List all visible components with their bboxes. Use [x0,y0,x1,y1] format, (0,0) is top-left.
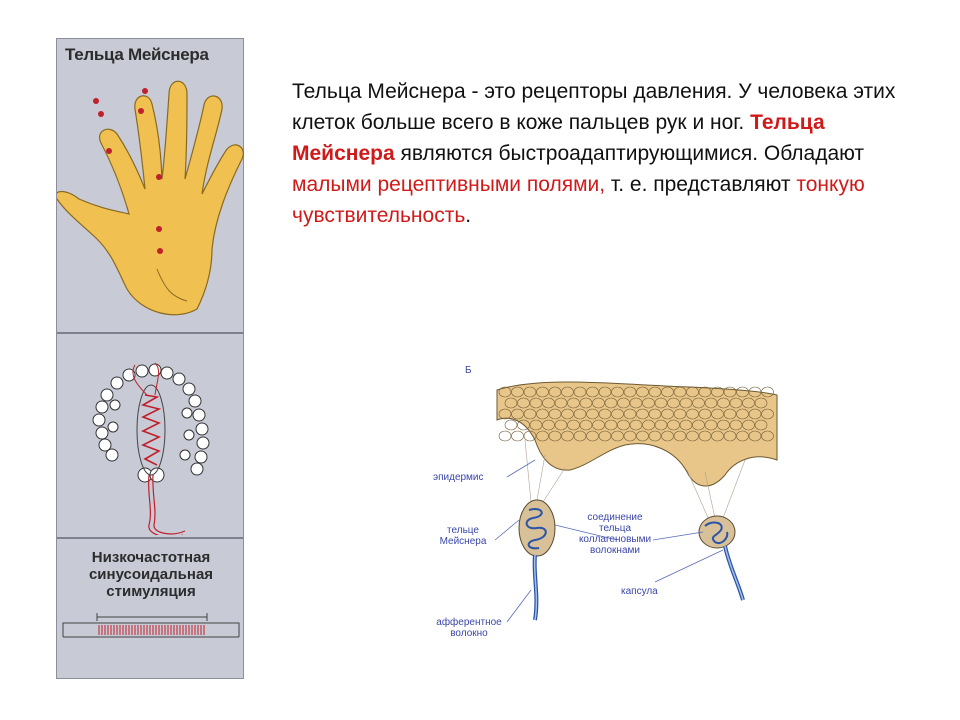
panel-divider [57,332,243,334]
epidermal-cell [512,431,524,441]
label-afferent [431,617,507,639]
stimulation-line: Низкочастотная [91,549,211,566]
epidermal-cell [505,420,517,430]
epidermal-cell [499,431,511,441]
hand-shape [57,81,243,314]
skin-section-diagram [425,360,780,660]
desc-text-part: . [465,204,472,227]
left-illustration-panel [56,38,244,679]
hand-illustration [57,39,245,332]
label-line: соединение [587,512,643,523]
desc-text-part: Тельца Мейснера - это рецепторы давления. У человека этих клеток больше всего в коже пальцев рук и ног. [292,80,896,134]
desc-text-part: являются быстроадаптирующимися. Обладают [394,142,865,165]
desc-highlight: малыми рецептивными полями, [292,173,606,196]
label-line: тельце [447,525,479,536]
desc-highlight: тонкую чувствительность [292,173,865,227]
label-epidermis: эпидермис [433,472,484,483]
label-line: Мейснера [439,536,487,547]
label-line: тельца [598,523,632,534]
diagram-letter: Б [465,365,472,376]
label-line: волокно [450,628,488,639]
panel-divider [57,537,243,539]
skin-diagram-svg [425,360,780,660]
label-capsule: капсула [621,586,658,597]
description-text [292,76,902,231]
meissner-corpuscle-illustration [57,335,245,535]
label-corpuscle [431,525,495,547]
stimulation-title [57,549,245,600]
collagen-fibre [543,468,565,502]
stimulation-waveform [57,599,245,659]
label-line: афферентное [436,617,502,628]
collagen-fibre [525,440,531,502]
label-line: волокнами [590,545,640,556]
panel-title: Тельца Мейснера [65,45,209,64]
label-connection [575,512,655,556]
collagen-fibre [537,455,545,500]
stimulation-line: стимуляция [106,583,196,600]
stimulation-line: синусоидальная [88,566,214,583]
label-line: коллагеновыми [578,534,652,545]
desc-highlight-bold: Тельца Мейснера [292,111,825,165]
desc-text-part: т. е. представляют [605,173,797,196]
